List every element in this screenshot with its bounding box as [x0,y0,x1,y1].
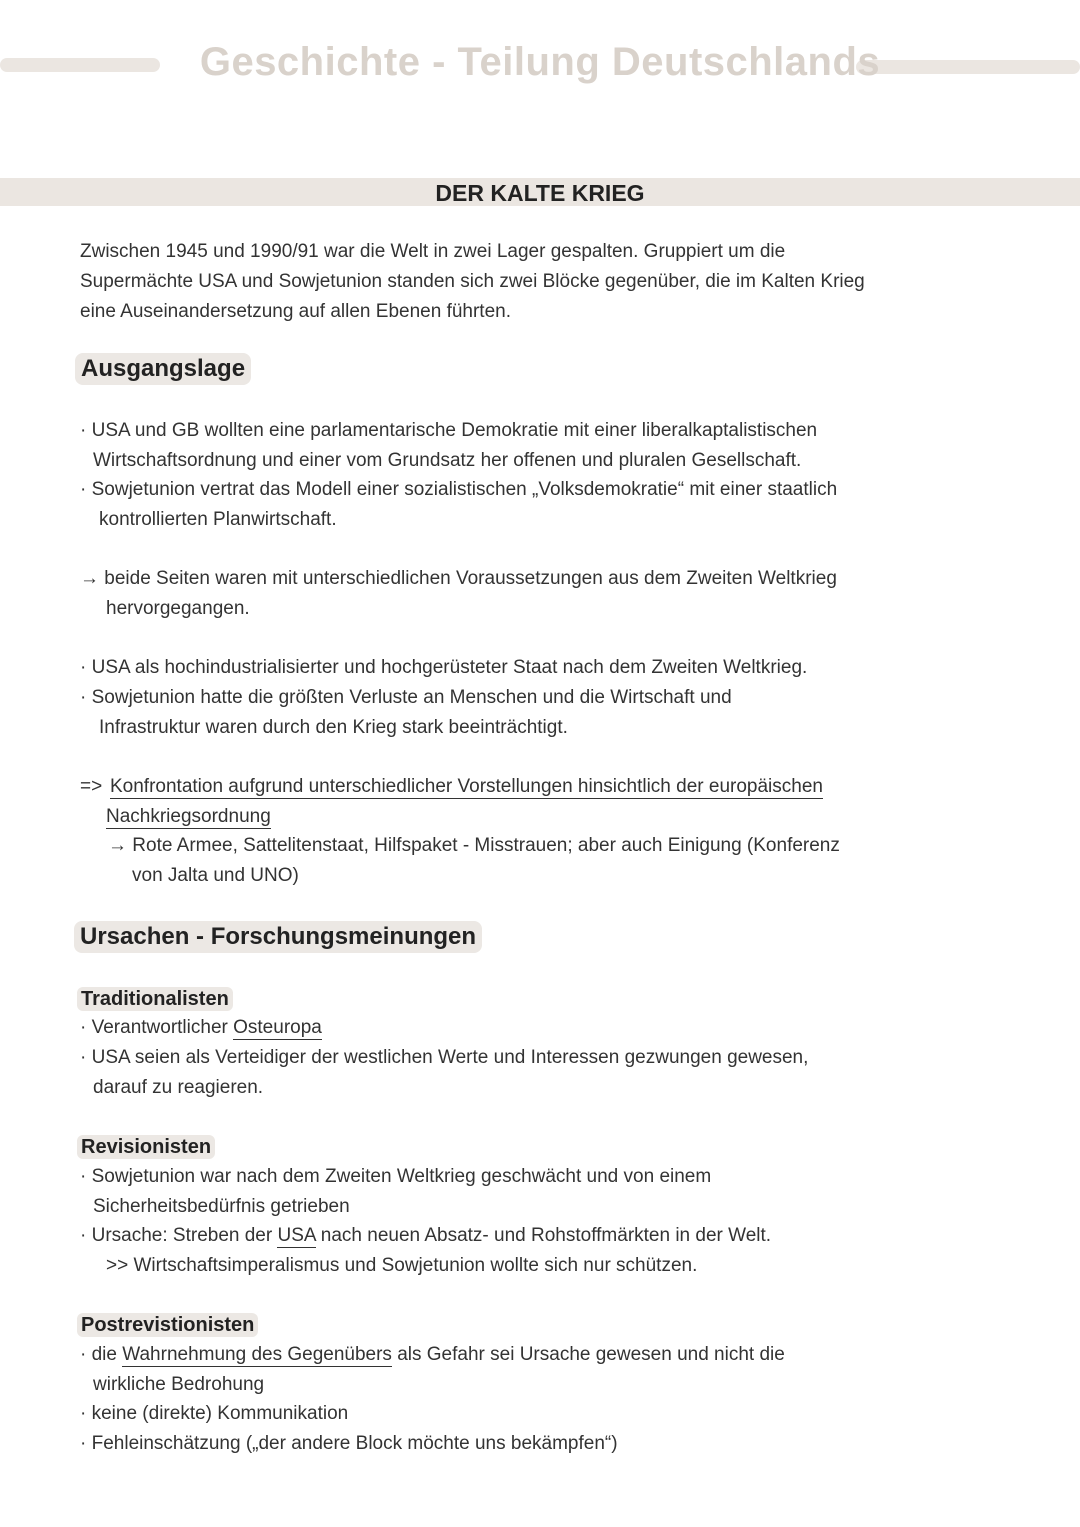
bullet-text: als Gefahr sei Ursache gewesen und nicht die [391,1344,785,1365]
bullet-line: · Sowjetunion vertrat das Modell einer sozialistischen „Volksdemokratie“ mit einer staatlich [80,479,838,500]
bullet-line: · keine (direkte) Kommunikation [80,1403,349,1424]
heading-revisionisten: Revisionisten [77,1135,215,1159]
page-title: Geschichte - Teilung Deutschlands [199,40,881,84]
bullet-line: Sicherheitsbedürfnis getrieben [93,1196,350,1217]
bullet-text: · Verantwortlicher [80,1017,234,1038]
bullet-line: Infrastruktur waren durch den Krieg stark beeinträchtigt. [99,717,568,738]
conclusion-line [106,802,271,832]
bullet-line: wirkliche Bedrohung [93,1374,265,1395]
heading-traditionalisten: Traditionalisten [77,987,233,1011]
intro-line: eine Auseinandersetzung auf allen Ebenen führten. [80,301,511,322]
heading-ausgangslage: Ausgangslage [75,353,251,385]
bullet-line: · Fehleinschätzung („der andere Block möchte uns bekämpfen“) [80,1433,618,1454]
bullet-line [80,1013,322,1043]
bullet-line: · Sowjetunion hatte die größten Verluste an Menschen und die Wirtschaft und [80,687,732,708]
bullet-text: nach neuen Absatz- und Rohstoffmärkten in der Welt. [315,1225,772,1246]
underlined-term: Wahrnehmung des Gegenübers [122,1344,392,1365]
section-title: DER KALTE KRIEG [435,180,645,206]
heading-postrevisionisten: Postrevistionisten [77,1313,258,1337]
sub-arrow-line: von Jalta und UNO) [132,865,299,886]
bullet-text: · die [80,1344,123,1365]
bullet-text: · Ursache: Streben der [80,1225,278,1246]
bullet-line: · USA seien als Verteidiger der westlichen Werte und Interessen gezwungen gewesen, [80,1047,809,1068]
conclusion-line [110,772,823,802]
bullet-line: >> Wirtschaftsimperalismus und Sowjetunion wollte sich nur schützen. [106,1255,698,1276]
bullet-line: Wirtschaftsordnung und einer vom Grundsatz her offenen und pluralen Gesellschaft. [93,450,802,471]
bullet-line: kontrollierten Planwirtschaft. [99,509,337,530]
arrow-line: → beide Seiten waren mit unterschiedlichen Voraussetzungen aus dem Zweiten Weltkrieg [80,568,837,589]
bullet-line: · USA und GB wollten eine parlamentarische Demokratie mit einer liberalkaptalistischen [80,420,818,441]
bullet-line [80,1221,771,1251]
heading-ursachen: Ursachen - Forschungsmeinungen [74,921,482,953]
arrow-line: hervorgegangen. [106,598,250,619]
underlined-term: Osteuropa [233,1017,322,1038]
underlined-term: USA [277,1225,316,1246]
conclusion-underlined: Konfrontation aufgrund unterschiedlicher Vorstellungen hinsichtlich der europäischen [110,776,823,797]
bullet-line [80,1340,785,1370]
intro-line: Zwischen 1945 und 1990/91 war die Welt in zwei Lager gespalten. Gruppiert um die [80,241,786,262]
bullet-line: · USA als hochindustrialisierter und hochgerüsteter Staat nach dem Zweiten Weltkrieg. [80,657,808,678]
bullet-line: darauf zu reagieren. [93,1077,264,1098]
sub-arrow-line: → Rote Armee, Sattelitenstaat, Hilfspaket - Misstrauen; aber auch Einigung (Konferenz [108,835,840,856]
conclusion-prefix: => [80,776,103,797]
intro-line: Supermächte USA und Sowjetunion standen sich zwei Blöcke gegenüber, die im Kalten Krieg [80,271,865,292]
bullet-line: · Sowjetunion war nach dem Zweiten Weltkrieg geschwächt und von einem [80,1166,712,1187]
conclusion-underlined: Nachkriegsordnung [106,806,271,827]
